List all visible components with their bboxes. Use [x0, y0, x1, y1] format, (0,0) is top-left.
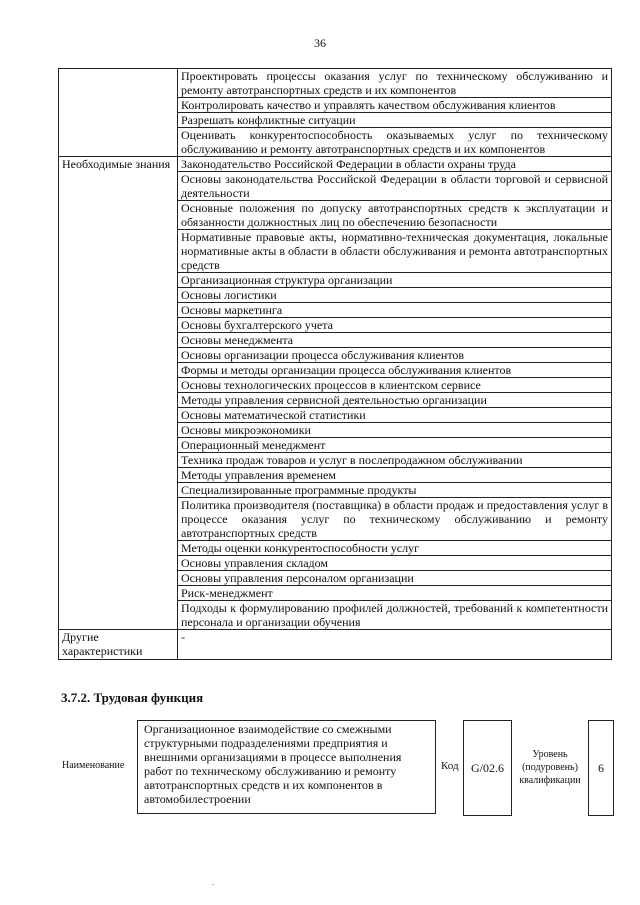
row-content-cell: Законодательство Российской Федерации в области охраны труда	[178, 157, 612, 172]
row-content-cell: Методы оценки конкурентоспособности услуг	[178, 541, 612, 556]
row-content-cell: Организационная структура организации	[178, 273, 612, 288]
row-content-cell: Специализированные программные продукты	[178, 483, 612, 498]
row-content-cell: Основы маркетинга	[178, 303, 612, 318]
table-row	[59, 630, 612, 660]
level-value-box: 6	[588, 720, 614, 816]
row-content-cell: Риск-менеджмент	[178, 586, 612, 601]
row-content-cell: Методы управления сервисной деятельностью организации	[178, 393, 612, 408]
code-label: Код	[441, 760, 459, 772]
row-content-cell: Формы и методы организации процесса обслуживания клиентов	[178, 363, 612, 378]
row-content-cell: Основы законодательства Российской Федерации в области торговой и сервисной деятельности	[178, 172, 612, 201]
row-label-cell	[59, 69, 178, 157]
row-content-cell: Оценивать конкурентоспособность оказываемых услуг по техническому обслуживанию и ремонту автотранспортных средств и их компонентов	[178, 128, 612, 157]
footer-mark: .	[212, 878, 214, 887]
row-content-cell: Основы логистики	[178, 288, 612, 303]
page-number: 36	[314, 36, 326, 50]
code-value-box: G/02.6	[463, 720, 512, 816]
row-content-cell: Операционный менеджмент	[178, 438, 612, 453]
row-content-cell: Основы организации процесса обслуживания клиентов	[178, 348, 612, 363]
row-content-cell: Нормативные правовые акты, нормативно-техническая документация, локальные нормативные акты в области в области обслуживания и ремонта автотранспортных средств	[178, 230, 612, 273]
row-content-cell: -	[178, 630, 612, 660]
row-content-cell: Основные положения по допуску автотранспортных средств к эксплуатации и обязанности должностных лиц по обеспечению безопасности	[178, 201, 612, 230]
row-label-cell: Необходимые знания	[59, 157, 178, 630]
name-label: Наименование	[62, 760, 125, 771]
row-content-cell: Основы управления персоналом организации	[178, 571, 612, 586]
level-label: Уровень (подуровень) квалификации	[519, 749, 581, 786]
row-content-cell: Основы технологических процессов в клиентском сервисе	[178, 378, 612, 393]
row-content-cell: Основы микроэкономики	[178, 423, 612, 438]
row-content-cell: Основы математической статистики	[178, 408, 612, 423]
row-content-cell: Подходы к формулированию профилей должностей, требований к компетентности персонала и организации обучения	[178, 601, 612, 630]
table-row	[59, 69, 612, 98]
row-label-cell: Другие характеристики	[59, 630, 178, 660]
row-content-cell: Контролировать качество и управлять качеством обслуживания клиентов	[178, 98, 612, 113]
row-content-cell: Методы управления временем	[178, 468, 612, 483]
row-content-cell: Основы управления складом	[178, 556, 612, 571]
section-heading: 3.7.2. Трудовая функция	[61, 690, 204, 705]
row-content-cell: Проектировать процессы оказания услуг по техническому обслуживанию и ремонту автотранспортных средств и их компонентов	[178, 69, 612, 98]
knowledge-table	[58, 68, 612, 660]
row-content-cell: Политика производителя (поставщика) в области продаж и предоставления услуг в процессе оказания услуг по техническому обслуживанию и ремонту автотранспортных средств	[178, 498, 612, 541]
table-row	[59, 157, 612, 172]
function-name-box: Организационное взаимодействие со смежными структурными подразделениями предприятия и внешними организациями в процессе выполнения работ по техническому обслуживанию и ремонту автотранспортных средств и их компонентов в автомобилестроении	[137, 720, 436, 814]
row-content-cell: Основы менеджмента	[178, 333, 612, 348]
row-content-cell: Основы бухгалтерского учета	[178, 318, 612, 333]
row-content-cell: Разрешать конфликтные ситуации	[178, 113, 612, 128]
knowledge-table-body	[59, 69, 612, 660]
row-content-cell: Техника продаж товаров и услуг в послепродажном обслуживании	[178, 453, 612, 468]
